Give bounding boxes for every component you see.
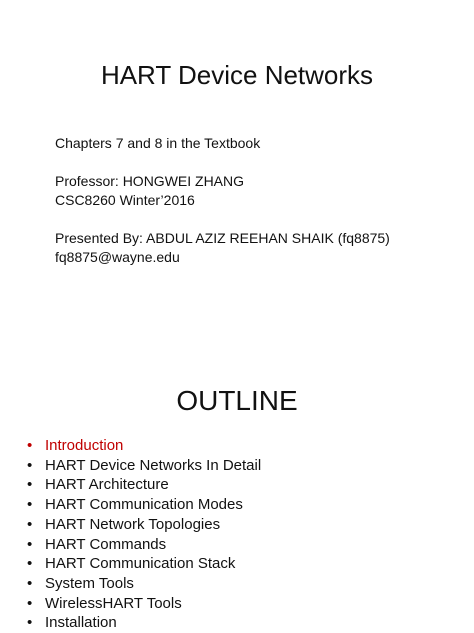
list-item: [27, 456, 261, 476]
bullet-icon: •: [27, 574, 33, 592]
list-item: [27, 613, 261, 633]
list-item: [27, 495, 261, 515]
bullet-icon: •: [27, 535, 33, 553]
bullet-icon: •: [27, 594, 33, 612]
outline-title: OUTLINE: [176, 385, 298, 416]
bullet-icon: •: [27, 614, 33, 632]
list-item: [27, 515, 261, 535]
list-item-label: HART Communication Stack: [45, 555, 236, 573]
list-item: [27, 574, 261, 594]
list-item-label: Introduction: [45, 437, 124, 454]
list-item: [27, 535, 261, 555]
list-item-label: HART Architecture: [45, 476, 169, 494]
list-item: [27, 594, 261, 614]
course-term: CSC8260 Winter’2016: [55, 192, 195, 208]
bullet-icon: •: [27, 437, 33, 454]
presenter-name: Presented By: ABDUL AZIZ REEHAN SHAIK (fq8875): [55, 230, 390, 246]
bullet-icon: •: [27, 496, 33, 514]
list-item-label: HART Network Topologies: [45, 515, 221, 533]
bullet-icon: •: [27, 456, 33, 474]
list-item-label: HART Communication Modes: [45, 496, 243, 514]
presenter-email: fq8875@wayne.edu: [55, 249, 180, 265]
bullet-icon: •: [27, 555, 33, 573]
list-item-label: Installation: [45, 614, 117, 632]
list-item-label: HART Commands: [45, 535, 167, 553]
outline-list: [27, 436, 261, 633]
list-item-label: System Tools: [45, 574, 134, 592]
bullet-icon: •: [27, 476, 33, 494]
outline-slide: [0, 336, 474, 632]
list-item: [27, 554, 261, 574]
list-item-label: WirelessHART Tools: [45, 594, 182, 612]
list-item-label: HART Device Networks In Detail: [45, 456, 262, 474]
bullet-icon: •: [27, 515, 33, 533]
professor-name: Professor: HONGWEI ZHANG: [55, 173, 245, 189]
textbook-reference: Chapters 7 and 8 in the Textbook: [55, 135, 261, 151]
slide-title: HART Device Networks: [100, 60, 374, 90]
list-item: [27, 436, 261, 456]
list-item: [27, 475, 261, 495]
